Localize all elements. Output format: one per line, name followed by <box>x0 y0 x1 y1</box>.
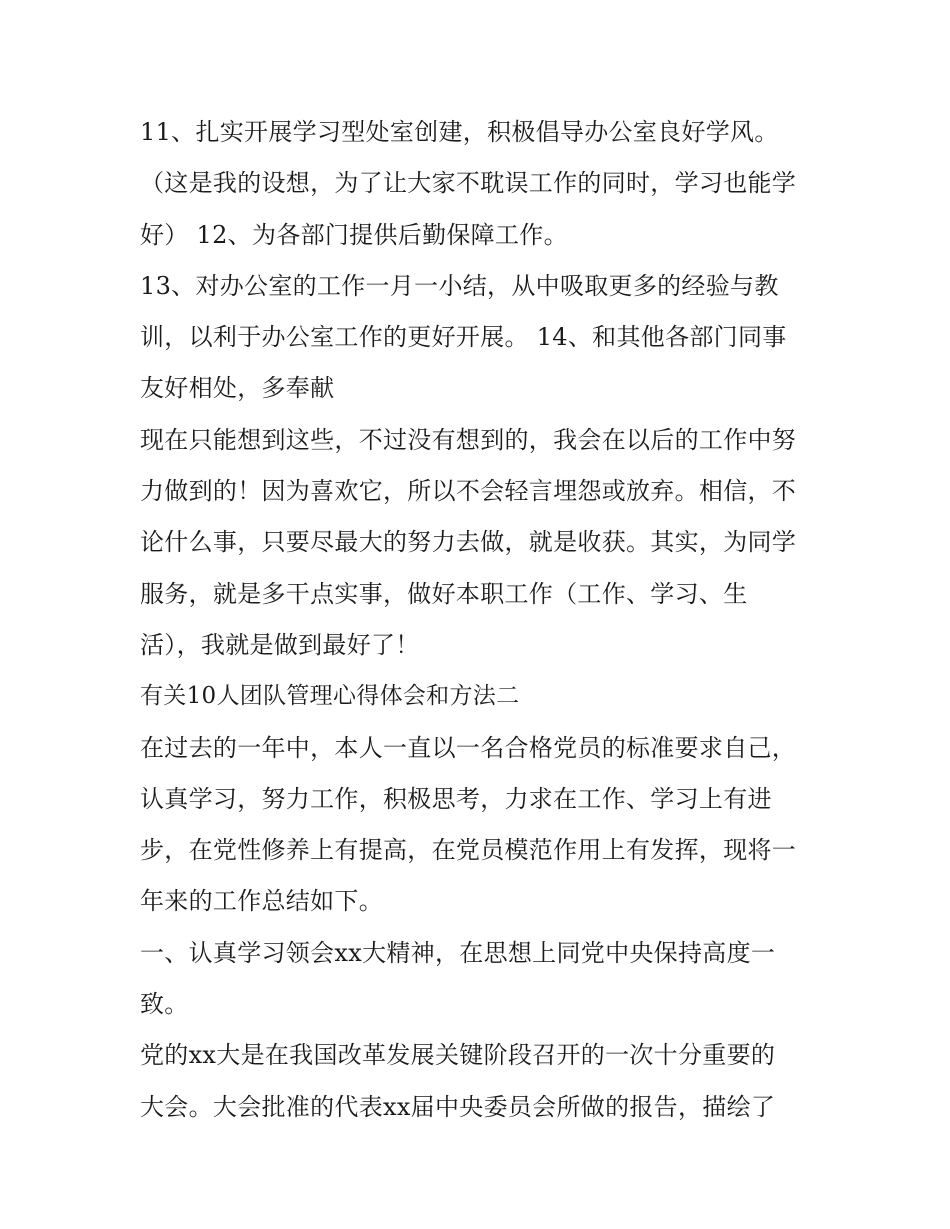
text-line-3: 好） 12、为各部门提供后勤保障工作。 <box>140 220 568 249</box>
section-heading: 有关10人团队管理心得体会和方法二 <box>140 683 520 710</box>
text-line-9: 论什么事，只要尽最大的努力去做，就是收获。其实，为同学 <box>140 528 797 557</box>
text-line-2: （这是我的设想，为了让大家不耽误工作的同时，学习也能学 <box>140 169 797 198</box>
text-line-18: 致。 <box>140 990 189 1019</box>
text-line-16: 年来的工作总结如下。 <box>140 887 383 916</box>
text-line-20: 大会。大会批准的代表xx届中央委员会所做的报告，描绘了 <box>140 1092 776 1121</box>
text-line-7: 现在只能想到这些，不过没有想到的，我会在以后的工作中努 <box>140 425 797 454</box>
text-line-1: 11、扎实开展学习型处室创建，积极倡导办公室良好学风。 <box>140 118 779 146</box>
text-line-15: 步，在党性修养上有提高，在党员模范作用上有发挥，现将一 <box>140 836 797 865</box>
text-line-17: 一、认真学习领会xx大精神，在思想上同党中央保持高度一 <box>140 938 776 967</box>
text-line-4: 13、对办公室的工作一月一小结，从中吸取更多的经验与教 <box>140 271 779 300</box>
text-line-14: 认真学习，努力工作，积极思考，力求在工作、学习上有进 <box>140 784 772 813</box>
text-line-11: 活），我就是做到最好了！ <box>140 630 420 659</box>
text-line-5: 训，以利于办公室工作的更好开展。 14、和其他各部门同事 <box>140 323 787 352</box>
text-line-6: 友好相处，多奉献 <box>140 374 335 403</box>
text-line-13: 在过去的一年中，本人一直以一名合格党员的标准要求自己， <box>140 733 797 762</box>
text-line-19: 党的xx大是在我国改革发展关键阶段召开的一次十分重要的 <box>140 1041 776 1070</box>
text-line-8: 力做到的！因为喜欢它，所以不会轻言埋怨或放弃。相信，不 <box>140 477 797 506</box>
document-body <box>140 107 820 1133</box>
text-line-10: 服务，就是多干点实事，做好本职工作（工作、学习、生 <box>140 579 748 608</box>
